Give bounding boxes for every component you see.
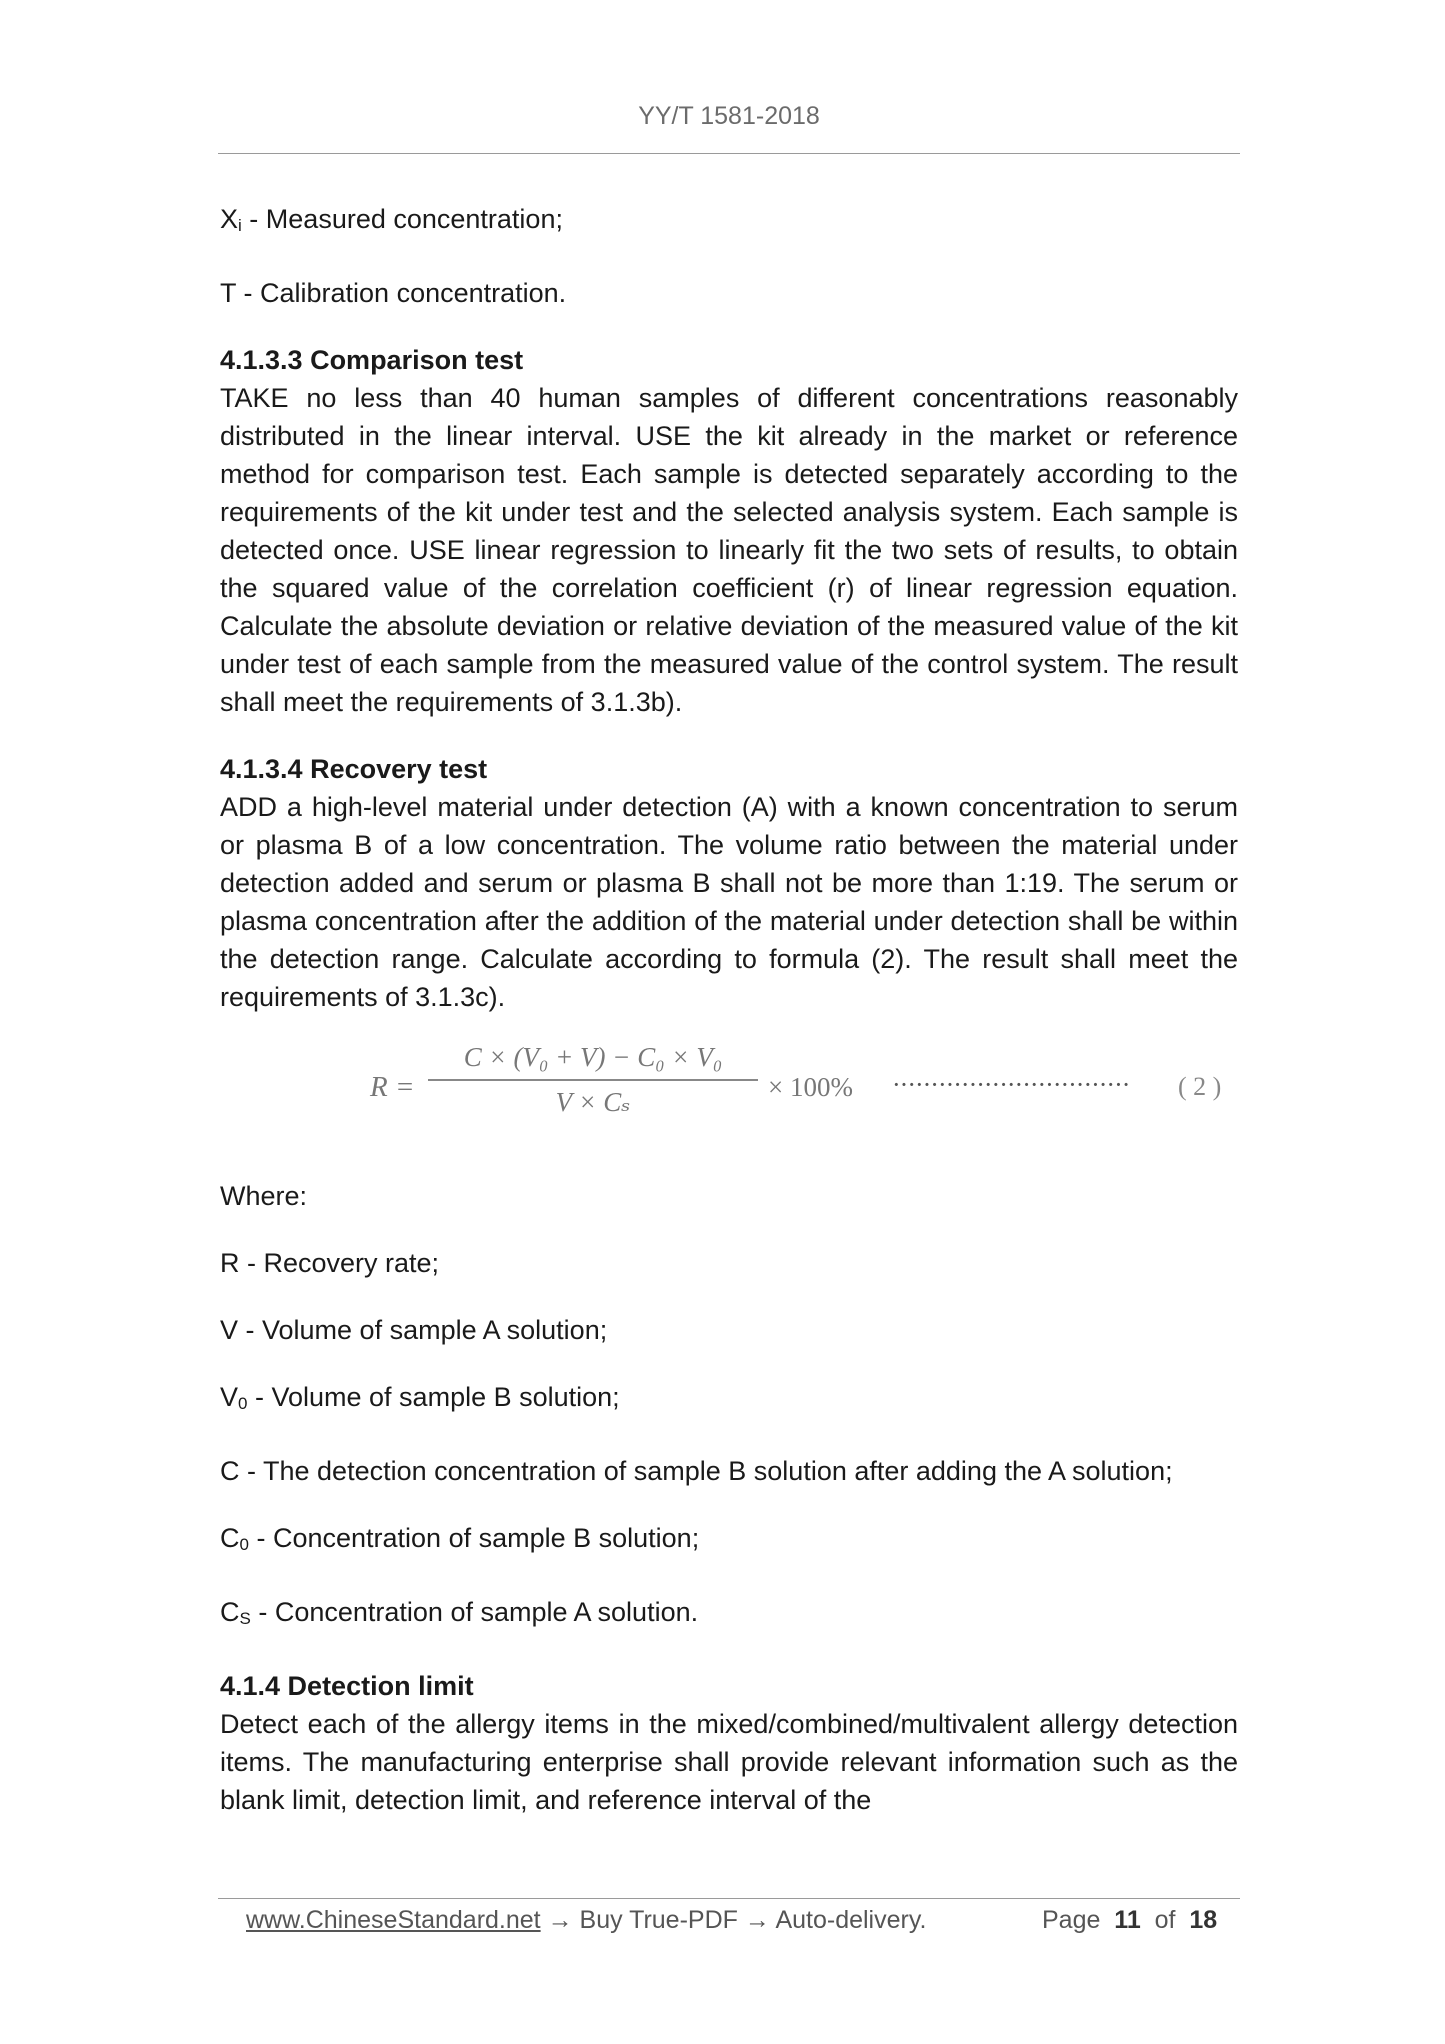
formula-lhs: R = bbox=[370, 1071, 415, 1103]
heading-4-1-4: 4.1.4 Detection limit bbox=[220, 1671, 474, 1701]
chinesestandard-link[interactable]: www.ChineseStandard.net bbox=[246, 1906, 541, 1934]
page-footer bbox=[246, 1906, 1218, 1935]
xi-symbol: X bbox=[220, 204, 239, 234]
v0-description: - Volume of sample B solution; bbox=[247, 1382, 620, 1412]
c0-definition bbox=[220, 1519, 1238, 1564]
v0-subscript: 0 bbox=[238, 1394, 248, 1413]
cs-definition bbox=[220, 1593, 1238, 1638]
v0-definition bbox=[220, 1378, 1238, 1423]
formula-denominator: V × Cₛ bbox=[555, 1087, 631, 1117]
arrow-right-icon: → bbox=[547, 1906, 573, 1934]
page-of-label: of bbox=[1154, 1906, 1176, 1934]
xi-subscript: i bbox=[238, 216, 242, 235]
fraction-bar bbox=[428, 1079, 758, 1081]
buy-true-pdf-text: Buy True-PDF bbox=[579, 1906, 738, 1934]
page-content bbox=[220, 200, 1238, 1819]
cs-description: - Concentration of sample A solution. bbox=[250, 1597, 699, 1627]
document-id-header: YY/T 1581-2018 bbox=[638, 102, 820, 130]
t-definition: T - Calibration concentration. bbox=[220, 278, 567, 308]
c0-subscript: 0 bbox=[239, 1535, 249, 1554]
formula-fraction bbox=[428, 1038, 758, 1121]
detection-limit-paragraph: Detect each of the allergy items in the mixed/combined/multivalent allergy detection items. The manufacturing enterprise shall provide relevant information such as the blank limit, detection limit, and reference interval of the bbox=[220, 1709, 1238, 1815]
recovery-formula bbox=[220, 1038, 1238, 1148]
heading-4-1-3-3: 4.1.3.3 Comparison test bbox=[220, 345, 524, 375]
xi-description: - Measured concentration; bbox=[241, 204, 563, 234]
c-definition: C - The detection concentration of sample B solution after adding the A solution; bbox=[220, 1456, 1173, 1486]
c0-symbol: C bbox=[220, 1523, 240, 1553]
cs-symbol: C bbox=[220, 1597, 240, 1627]
page-current: 11 bbox=[1114, 1906, 1141, 1934]
formula-multiplier: × 100% bbox=[768, 1072, 853, 1102]
c0-description: - Concentration of sample B solution; bbox=[248, 1523, 700, 1553]
comparison-test-paragraph: TAKE no less than 40 human samples of different concentrations reasonably distributed in the linear interval. USE the kit already in the market or reference method for comparison test. Each sample is detected separately according to the requirements of the kit under test and the selected analysis system. Each sample is detected once. USE linear regression to linearly fit the two sets of results, to obtain the squared value of the correlation coefficient (r) of linear regression equation. Calculate the absolute deviation or relative deviation of the measured value of the kit under test of each sample from the measured value of the control system. The result shall meet the requirements of 3.1.3b). bbox=[220, 383, 1238, 717]
page-label: Page bbox=[1042, 1906, 1101, 1934]
auto-delivery-text: Auto-delivery. bbox=[775, 1906, 927, 1934]
arrow-right-icon: → bbox=[744, 1906, 770, 1934]
recovery-test-paragraph: ADD a high-level material under detection (A) with a known concentration to serum or plasma B of a low concentration. The volume ratio between the material under detection added and serum or plasma B shall not be more than 1:19. The serum or plasma concentration after the addition of the material under detection shall be within the detection range. Calculate according to formula (2). The result shall meet the requirements of 3.1.3c). bbox=[220, 792, 1238, 1012]
page-indicator bbox=[1042, 1906, 1217, 1935]
formula-numerator: C × (V₀ + V) − C₀ × V₀ bbox=[463, 1042, 723, 1072]
xi-definition bbox=[220, 200, 1238, 245]
header-divider bbox=[218, 153, 1240, 154]
v-definition: V - Volume of sample A solution; bbox=[220, 1315, 608, 1345]
formula-number: ( 2 ) bbox=[1178, 1072, 1222, 1101]
footer-divider bbox=[218, 1898, 1240, 1899]
page-total: 18 bbox=[1189, 1906, 1218, 1934]
where-label: Where: bbox=[220, 1181, 308, 1211]
heading-4-1-3-4: 4.1.3.4 Recovery test bbox=[220, 754, 488, 784]
formula-leader-dots: ······························· bbox=[892, 1070, 1130, 1099]
cs-subscript: S bbox=[239, 1609, 251, 1628]
v0-symbol: V bbox=[220, 1382, 239, 1412]
r-definition: R - Recovery rate; bbox=[220, 1248, 440, 1278]
